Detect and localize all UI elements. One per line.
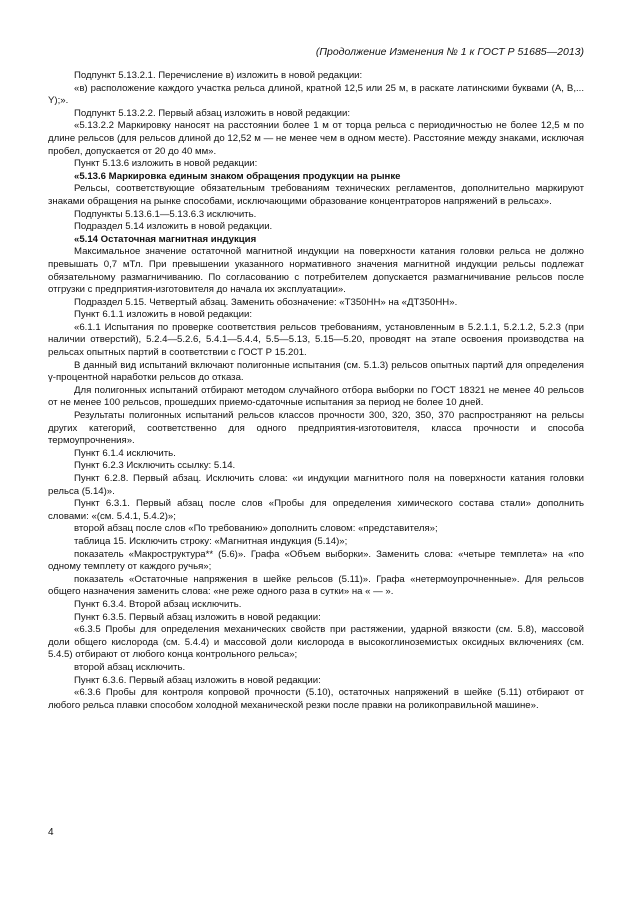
paragraph: «5.13.2.2 Маркировку наносят на расстоянии более 1 м от торца рельса с периодичностью не более 12,5 м по длине рельсов (для рельсов длиной до 12,52 м — не менее чем в одном месте). Расстояние между знаками, исключая пробел, допускается от 20 до 40 мм». (48, 120, 584, 157)
running-header: (Продолжение Изменения № 1 к ГОСТ Р 51685—2013) (315, 46, 584, 58)
paragraph: «в) расположение каждого участка рельса длиной, кратной 12,5 или 25 м, в раскате латинскими буквами (А, В,... Y);». (48, 82, 584, 107)
paragraph: второй абзац после слов «По требованию» дополнить словом: «представителя»; (74, 523, 438, 535)
page-number: 4 (48, 827, 54, 838)
paragraph: «6.1.1 Испытания по проверке соответствия рельсов требованиям, установленным в 5.2.1.1, 5.2.1.2, 5.2.3 (при наличии отверстий), 5.2.4—5.2.6, 5.4.1—5.4.4, 5.5—5.13, 5.15—5.20, проводят на этапе освоения производства на рельсах опытных партий в соответствии с ГОСТ Р 15.201. (48, 321, 584, 359)
paragraph: второй абзац исключить. (74, 661, 186, 673)
section-heading: «5.14 Остаточная магнитная индукция (74, 233, 257, 245)
section-heading: «5.13.6 Маркировка единым знаком обращения продукции на рынке (74, 170, 401, 182)
paragraph: Пункт 6.3.6. Первый абзац изложить в новой редакции: (74, 674, 321, 686)
paragraph: показатель «Макроструктура** (5.6)». Графа «Объем выборки». Заменить слова: «четыре темплета» на «по одному темплету от каждого ручья»; (48, 548, 584, 573)
paragraph: Пункт 6.2.8. Первый абзац. Исключить слова: «и индукции магнитного поля на поверхности катания головки рельса (5.14)». (48, 473, 584, 497)
paragraph: Рельсы, соответствующие обязательным требованиям технических регламентов, дополнительно маркируют знаками обращения на рынке способами, исключающими образование концентраторов напряжений в рельсах». (48, 183, 584, 207)
paragraph: Пункт 6.2.3 Исключить ссылку: 5.14. (74, 460, 236, 472)
paragraph: Пункт 6.3.1. Первый абзац после слов «Пробы для определения химического состава стали» дополнить словами: «(см. 5.4.1, 5.4.2)»; (48, 498, 584, 522)
paragraph: Для полигонных испытаний отбирают методом случайного отбора выборки по ГОСТ 18321 не менее 40 рельсов от не менее 100 рельсов, прошедших приемо-сдаточные испытания за период не более 10 дней. (48, 384, 584, 409)
paragraph: Пункт 6.1.4 исключить. (74, 447, 176, 459)
paragraph: показатель «Остаточные напряжения в шейке рельсов (5.11)». Графа «нетермоупрочненные». Для рельсов общего назначения заменить слова: «не реже одного раза в сутки» на « — ». (48, 573, 584, 598)
paragraph: Подпункт 5.13.2.1. Перечисление в) изложить в новой редакции: (74, 70, 363, 81)
paragraph: «6.3.6 Пробы для контроля копровой прочности (5.10), остаточных напряжений в шейке (5.11) отбирают от любого рельса плавки способом холодной механической резки после правки на роликоправильной машине». (48, 687, 584, 711)
paragraph: Пункт 5.13.6 изложить в новой редакции: (74, 158, 258, 170)
paragraph: Результаты полигонных испытаний рельсов классов прочности 300, 320, 350, 370 распространяют на рельсы других категорий, соответственно для одного предприятия-изготовителя, класса прочности и способа термоупрочнения». (48, 410, 584, 447)
paragraph: Подраздел 5.14 изложить в новой редакции. (74, 221, 273, 233)
document-page (48, 46, 584, 712)
paragraph: Пункт 6.3.4. Второй абзац исключить. (74, 598, 242, 610)
paragraph: В данный вид испытаний включают полигонные испытания (см. 5.1.3) рельсов опытных партий для определения γ-процентной наработки рельсов до отказа. (48, 359, 584, 384)
paragraph: Максимальное значение остаточной магнитной индукции на поверхности катания головки рельса не должно превышать 0,7 мТл. При превышении указанного нормативного значения магнитной индукции рельсы подлежат обязательному размагничиванию. По согласованию с потребителем допускается размагничивание рельсов после отгрузки с предприятия-изготовителя до начала их эксплуатации». (48, 246, 584, 296)
paragraph: «6.3.5 Пробы для определения механических свойств при растяжении, ударной вязкости (см. 5.8), массовой доли общего кислорода (см. 5.4.4) и массовой доли кислорода в высокоглиноземистых оксидных включениях (см. 5.4.5) отбирают от любого конца контрольного рельса»; (48, 624, 584, 661)
paragraph: Пункт 6.1.1 изложить в новой редакции: (74, 309, 252, 321)
paragraph: Подпункт 5.13.2.2. Первый абзац изложить в новой редакции: (74, 107, 351, 119)
paragraph: Пункт 6.3.5. Первый абзац изложить в новой редакции: (74, 611, 321, 623)
paragraph: Подпункты 5.13.6.1—5.13.6.3 исключить. (74, 208, 257, 220)
document-body (48, 70, 584, 712)
paragraph: Подраздел 5.15. Четвертый абзац. Заменить обозначение: «Т350НН» на «ДТ350НН». (74, 296, 458, 308)
paragraph: таблица 15. Исключить строку: «Магнитная индукция (5.14)»; (74, 535, 348, 547)
